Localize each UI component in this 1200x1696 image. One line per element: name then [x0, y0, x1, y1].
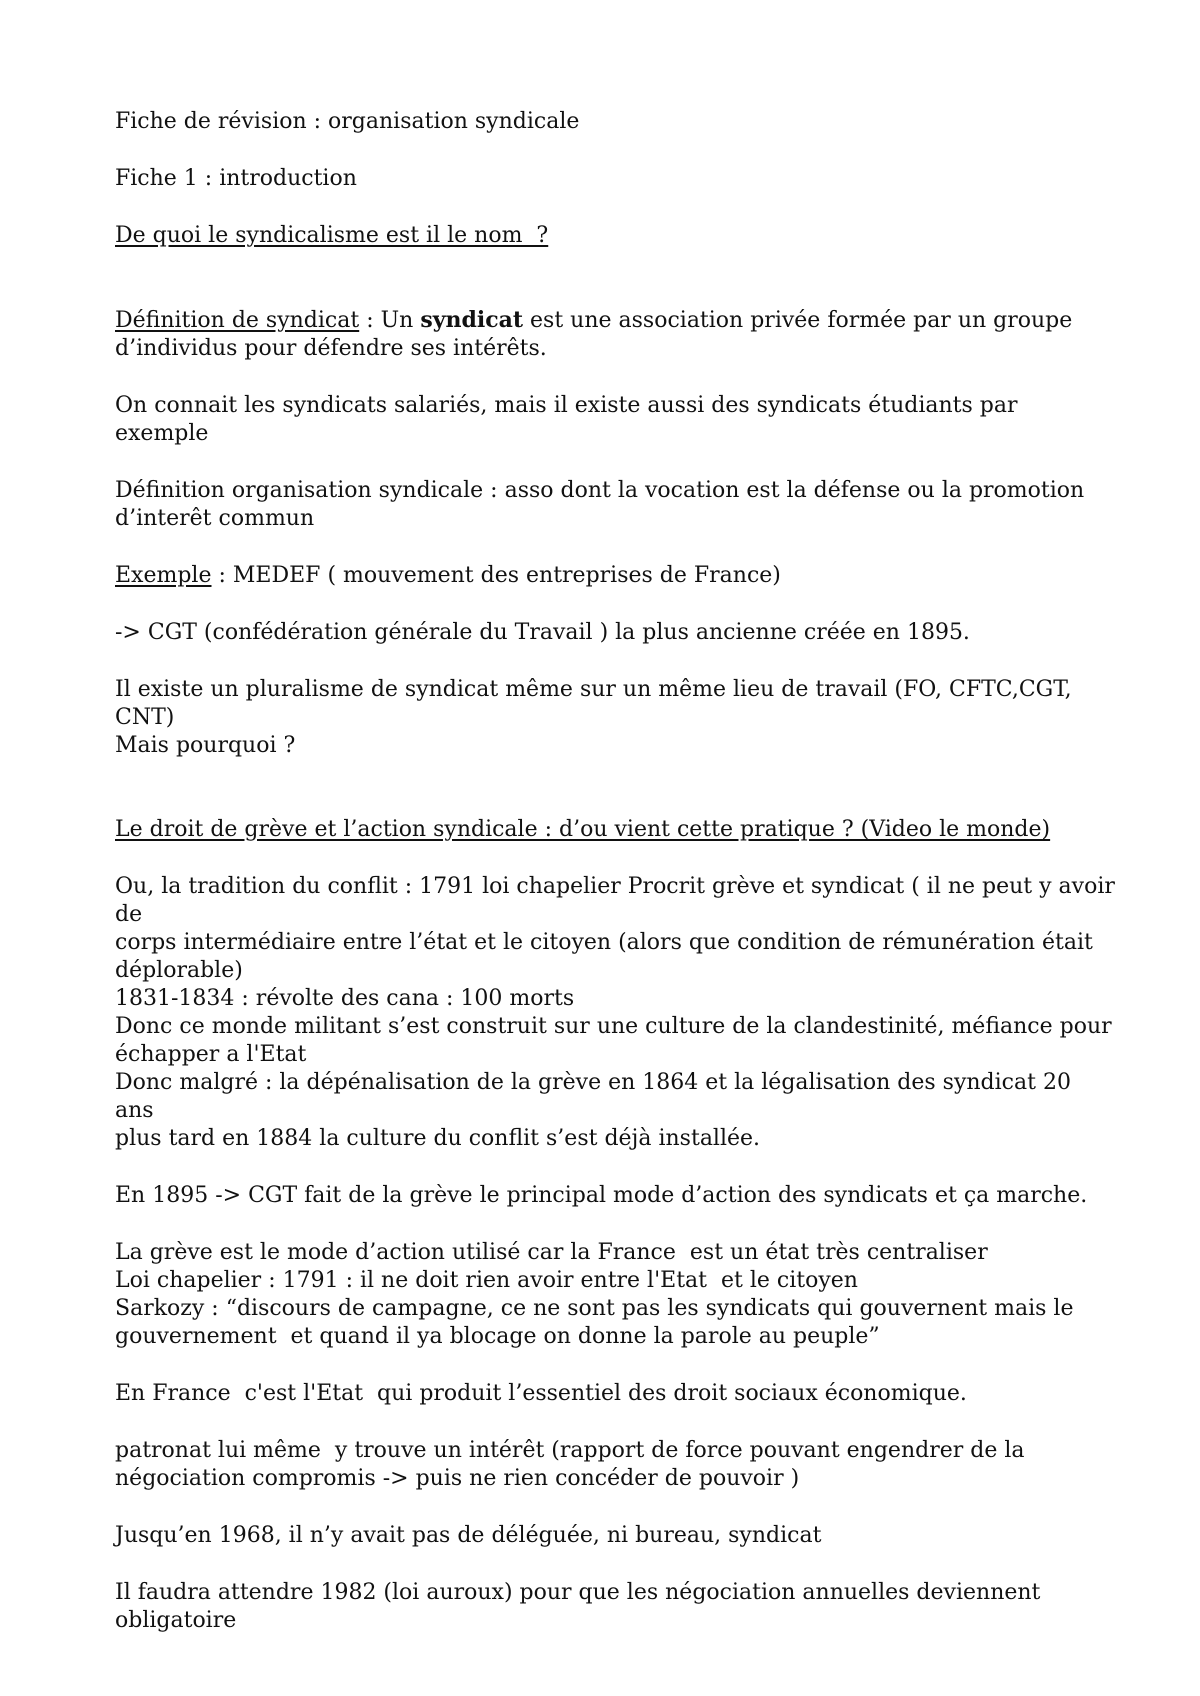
patronat-line-2: négociation compromis -> puis ne rien concéder de pouvoir ) [115, 1466, 800, 1491]
loi-chapelier-line: Loi chapelier : 1791 : il ne doit rien avoir entre l'Etat et le citoyen [115, 1268, 858, 1293]
fiche-heading: Fiche 1 : introduction [115, 166, 357, 191]
document-page [115, 108, 1122, 1635]
revolte-line: 1831-1834 : révolte des cana : 100 morts [115, 986, 575, 1011]
cgt-paragraph: -> CGT (confédération générale du Travail ) la plus ancienne créée en 1895. [115, 620, 970, 645]
sarkozy-line-1: Sarkozy : “discours de campagne, ce ne sont pas les syndicats qui gouvernent mais le [115, 1296, 1074, 1321]
tradition-line-2: corps intermédiaire entre l’état et le citoyen (alors que condition de rémunération était [115, 930, 1093, 955]
syndicat-definition [115, 306, 1115, 335]
org-definition-line-2: d’interêt commun [115, 506, 315, 531]
militant-line-2: échapper a l'Etat [115, 1042, 307, 1067]
definition-text: est une association privée formée par un groupe [523, 308, 1073, 333]
section-heading-greve: Le droit de grève et l’action syndicale : d’ou vient cette pratique ? (Video le monde) [115, 817, 1051, 842]
greve-mode-line: La grève est le mode d’action utilisé car la France est un état très centraliser [115, 1240, 988, 1265]
document-title: Fiche de révision : organisation syndicale [115, 109, 580, 134]
en-france-paragraph: En France c'est l'Etat qui produit l’essentiel des droit sociaux économique. [115, 1381, 967, 1406]
example-label: Exemple [115, 563, 212, 588]
militant-line-1: Donc ce monde militant s’est construit sur une culture de la clandestinité, méfiance pour [115, 1014, 1112, 1039]
definition-line-2: d’individus pour défendre ses intérêts. [115, 336, 547, 361]
question-heading: De quoi le syndicalisme est il le nom ? [115, 223, 549, 248]
definition-label: Définition de syndicat [115, 308, 360, 333]
loi-auroux-line-1: Il faudra attendre 1982 (loi auroux) pour que les négociation annuelles deviennent [115, 1580, 1041, 1605]
pluralism-line-1: Il existe un pluralisme de syndicat même sur un même lieu de travail (FO, CFTC,CGT, [115, 677, 1072, 702]
example-text: : MEDEF ( mouvement des entreprises de France) [211, 563, 781, 588]
malgre-line-2: plus tard en 1884 la culture du conflit s’est déjà installée. [115, 1126, 761, 1151]
pourquoi-line: Mais pourquoi ? [115, 733, 296, 758]
tradition-line-3: déplorable) [115, 958, 243, 983]
definition-term: syndicat [420, 307, 524, 333]
sarkozy-line-2: gouvernement et quand il ya blocage on donne la parole au peuple” [115, 1324, 880, 1349]
salaries-paragraph: On connait les syndicats salariés, mais il existe aussi des syndicats étudiants par exemple [115, 393, 1025, 446]
example-paragraph [115, 562, 1115, 590]
loi-auroux-line-2: obligatoire [115, 1608, 237, 1633]
patronat-line-1: patronat lui même y trouve un intérêt (rapport de force pouvant engendrer de la [115, 1438, 1025, 1463]
cgt-1895-paragraph: En 1895 -> CGT fait de la grève le principal mode d’action des syndicats et ça marche. [115, 1183, 1088, 1208]
org-definition-line-1: Définition organisation syndicale : asso dont la vocation est la défense ou la promotion [115, 478, 1085, 503]
tradition-line-1: Ou, la tradition du conflit : 1791 loi chapelier Procrit grève et syndicat ( il ne peut y avoir de [115, 874, 1122, 927]
jusqu-1968-paragraph: Jusqu’en 1968, il n’y avait pas de déléguée, ni bureau, syndicat [115, 1523, 822, 1548]
pluralism-line-2: CNT) [115, 705, 175, 730]
malgre-line-1: Donc malgré : la dépénalisation de la grève en 1864 et la légalisation des syndicat 20 ans [115, 1070, 1078, 1123]
definition-separator: : Un [359, 308, 421, 333]
